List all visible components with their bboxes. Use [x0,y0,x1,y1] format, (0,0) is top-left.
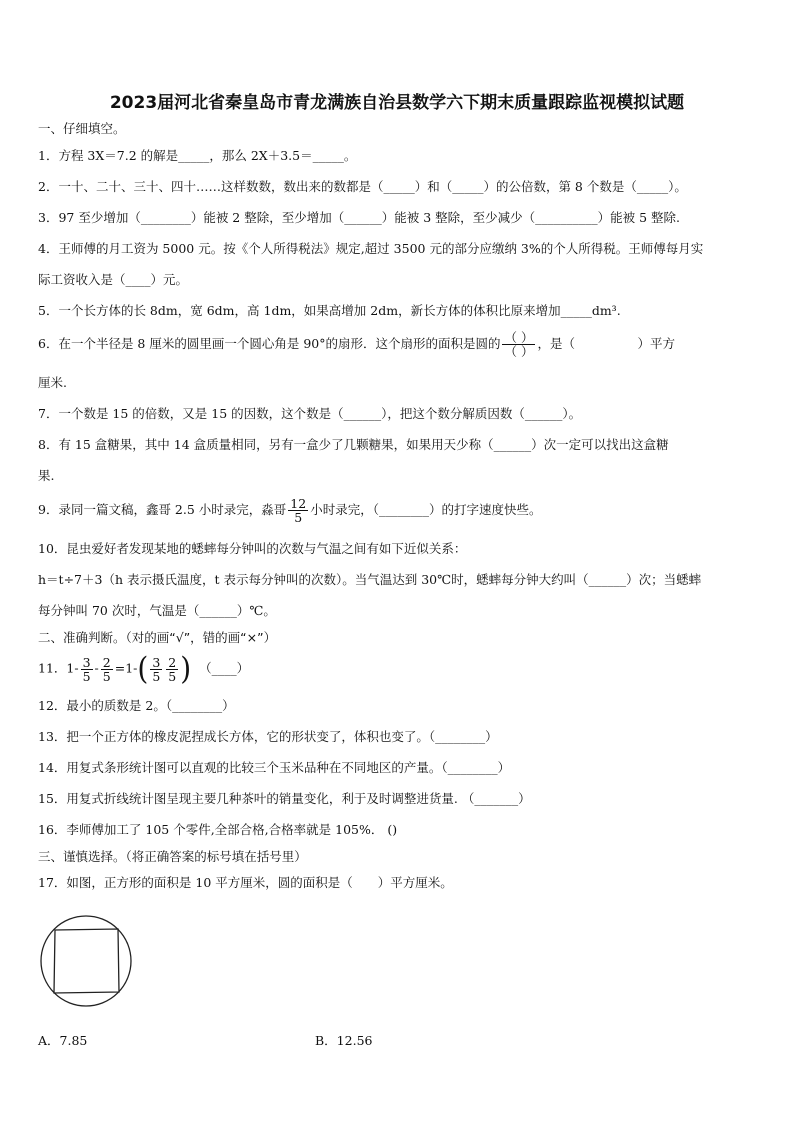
question-4-line-1: 4．王师傅的月工资为 5000 元。按《个人所得税法》规定,超过 3500 元的部分应缴纳 3%的个人所得税。王师傅每月实 [38,241,704,256]
fraction-numerator: 2 [102,654,111,670]
fraction-numerator: 3 [82,654,91,670]
fraction-denominator: 5 [294,510,303,525]
option-a: A．7.85 [38,1033,88,1048]
question-6-line-1 [38,331,675,358]
fraction [502,331,535,358]
section-heading-2: 二、准确判断。（对的画“√”，错的画“×”） [38,630,277,645]
question-1: 1．方程 3X＝7.2 的解是_____，那么 2X＋3.5＝_____。 [38,148,357,163]
question-9 [38,497,541,524]
question-9-text-after: 小时录完，（________）的打字速度快些。 [310,502,542,517]
minus-sign: - [94,660,99,676]
question-3: 3．97 至少增加（________）能被 2 整除，至少增加（______）能被 3 整除，至少减少（__________）能被 5 整除. [38,210,681,225]
question-8-line-1: 8．有 15 盒糖果，其中 14 盒质量相同，另有一盒少了几颗糖果，如果用天少称（______）次一定可以找出这盒糖 [38,437,669,452]
question-15: 15．用复式折线统计图呈现主要几种茶叶的销量变化，利于及时调整进货量. （_______） [38,791,531,806]
fraction-denominator: 5 [152,668,161,684]
question-8-line-2: 果. [38,468,55,483]
question-11 [38,650,250,687]
fraction-numerator: 2 [168,654,177,670]
fraction-denominator: 5 [102,668,111,684]
fraction-numerator: 12 [290,496,307,511]
question-6-text: 6．在一个半径是 8 厘米的圆里画一个圆心角是 90°的扇形．这个扇形的面积是圆的 [38,336,501,351]
section-heading-1: 一、仔细填空。 [38,121,126,136]
question-7: 7．一个数是 15 的倍数，又是 15 的因数，这个数是（______），把这个数分解质因数（______）。 [38,406,582,421]
fraction-denominator: （ ） [504,344,534,359]
fraction-numerator: （ ） [504,330,534,345]
answer-blank: （____） [199,660,250,676]
question-6-line-2: 厘米. [38,375,67,390]
question-10-line-3: 每分钟叫 70 次时，气温是（______）℃。 [38,603,276,618]
question-10-line-2: h＝t÷7＋3（h 表示摄氏温度，t 表示每分钟叫的次数）。当气温达到 30℃时，蟋蟀每分钟大约叫（______）次；当蟋蟀 [38,572,702,587]
question-4-line-2: 际工资收入是（____）元。 [38,272,189,287]
page-title: 2023届河北省秦皇岛市青龙满族自治县数学六下期末质量跟踪监视模拟试题 [109,93,685,113]
fraction [150,656,162,683]
square-shape [54,929,119,993]
question-11-lead: 11．1- [38,660,79,676]
right-paren: ) [180,650,192,687]
question-13: 13．把一个正方体的橡皮泥捏成长方体，它的形状变了，体积也变了。（________） [38,729,498,744]
question-12: 12．最小的质数是 2。（________） [38,698,235,713]
section-heading-3: 三、谨慎选择。（将正确答案的标号填在括号里） [38,849,307,864]
question-9-text: 9．录同一篇文稿，鑫哥 2.5 小时录完，淼哥 [38,502,287,517]
question-10-line-1: 10．昆虫爱好者发现某地的蟋蟀每分钟叫的次数与气温之间有如下近似关系： [38,541,467,556]
question-14: 14．用复式条形统计图可以直观的比较三个玉米品种在不同地区的产量。（________） [38,760,511,775]
question-2: 2．一十、二十、三十、四十……这样数数，数出来的数都是（_____）和（_____）的公倍数，第 8 个数是（_____）。 [38,179,687,194]
question-6-text-after: ，是（ ）平方 [537,336,675,351]
fraction-denominator: 5 [168,668,177,684]
question-5: 5．一个长方体的长 8dm，宽 6dm，高 1dm，如果高增加 2dm，新长方体的体积比原来增加_____dm³. [38,303,621,318]
fraction-numerator: 3 [152,654,161,670]
left-paren: ( [137,650,149,687]
fraction [81,656,93,683]
question-17: 17．如图，正方形的面积是 10 平方厘米，圆的面积是（ ）平方厘米。 [38,875,453,890]
circle-square-figure [38,913,134,1009]
fraction [101,656,113,683]
fraction [166,656,178,683]
fraction-denominator: 5 [82,668,91,684]
question-16: 16．李师傅加工了 105 个零件,全部合格,合格率就是 105%． () [38,822,398,837]
equals-one-minus: =1- [114,660,138,676]
option-b: B．12.56 [315,1033,373,1048]
fraction [288,497,308,524]
